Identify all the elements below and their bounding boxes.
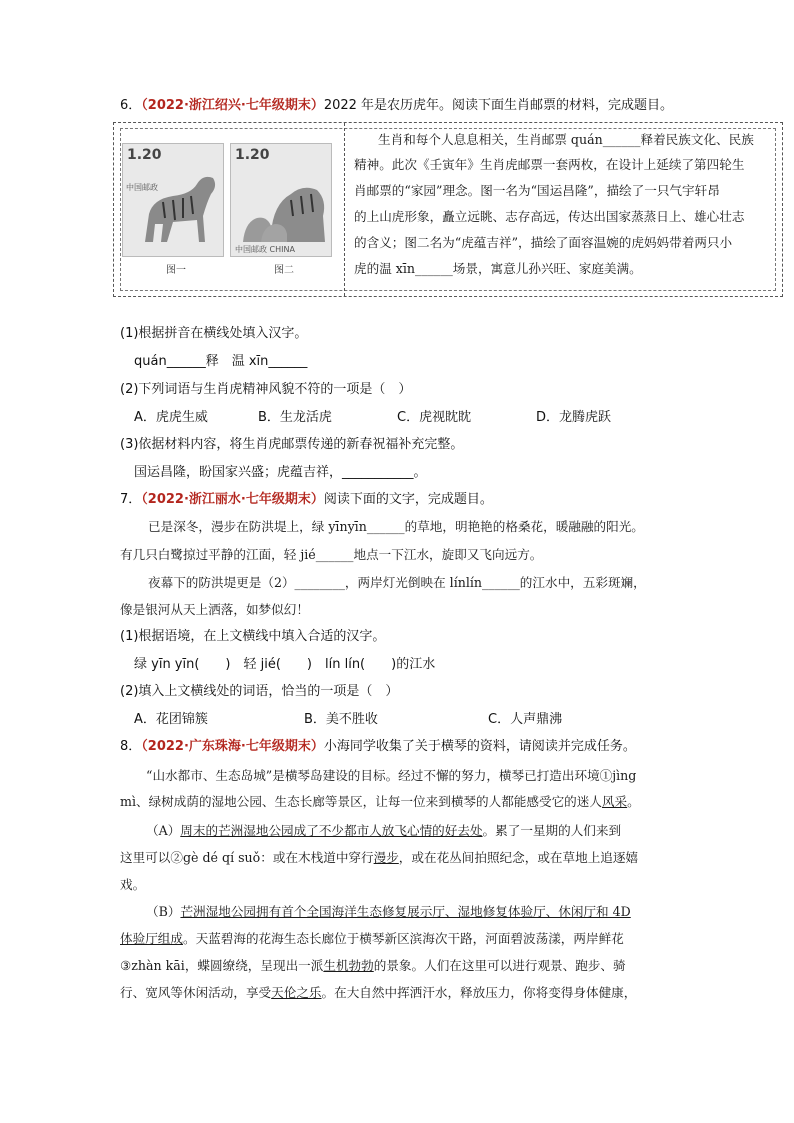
q8-pB-line-3	[120, 956, 626, 976]
q8-number: 8．	[120, 739, 142, 754]
q7-option-a: A．花团锦簇	[134, 712, 208, 727]
q7-source: （2022·浙江丽水·七年级期末）	[141, 492, 324, 507]
q6-passage-line: 生肖和每个人息息相关，生肖邮票 quán______释着民族文化、民族	[378, 132, 754, 147]
q6-passage-line: 虎的温 xīn______场景，寓意儿孙兴旺、家庭美满。	[354, 261, 642, 276]
q8-p1-line: “山水都市、生态岛城”是横琴岛建设的目标。经过不懈的努力，横琴已打造出环境①jìng	[146, 768, 637, 783]
stamp-1-country: 中国邮政	[126, 183, 158, 192]
q7-sub1-answer: 绿 yīn yīn( ) 轻 jié( ) lín lín( )的江水	[134, 657, 436, 672]
stamp-1-price: 1.20	[127, 147, 162, 163]
q7-passage-line: 像是银河从天上洒落，如梦似幻！	[120, 602, 309, 617]
q7-number: 7．	[120, 492, 142, 507]
q8-pB-text-3a: ③zhàn kāi，蝶圆缭绕，呈现出一派	[120, 958, 324, 973]
q8-pA-underlined: 周末的芒洲湿地公园成了不少都市人放飞心情的好去处	[180, 823, 483, 838]
q8-pB-line-2	[120, 929, 624, 949]
stamp-2-country: 中国邮政 CHINA	[235, 245, 295, 254]
q7-option-c: C．人声鼎沸	[488, 712, 563, 727]
q7-passage-line: 已是深冬，漫步在防洪堤上，绿 yīnyīn______的草地，明艳艳的格桑花，暖融融的阳光。	[148, 519, 644, 534]
q7-passage-line: 有几只白鹭掠过平静的江面，轻 jié______地点一下江水，旋即又飞向远方。	[120, 547, 543, 562]
q8-pB-underlined-3: 生机勃勃	[323, 958, 374, 973]
q8-p1-underlined: 风采	[601, 794, 628, 809]
q6-option-b: B．生龙活虎	[258, 410, 332, 425]
q6-source: （2022·浙江绍兴·七年级期末）	[141, 98, 324, 113]
q6-sub1: (1)根据拼音在横线处填入汉字。	[120, 326, 308, 341]
stamp-2-caption: 图二	[274, 265, 294, 276]
stamp-1-caption: 图一	[166, 265, 186, 276]
q8-source: （2022·广东珠海·七年级期末）	[141, 739, 324, 754]
q8-header	[120, 737, 636, 757]
q8-pB-label: （B）	[146, 904, 181, 919]
q8-pB-underlined-2: 体验厅组成	[120, 931, 183, 946]
q7-option-b: B．美不胜收	[304, 712, 378, 727]
q6-passage-line: 肖邮票的“家园”理念。图一名为“国运昌隆”，描绘了一只气宇轩昂	[354, 183, 720, 198]
q6-number: 6．	[120, 98, 142, 113]
q6-option-a: A．虎虎生威	[134, 410, 208, 425]
q8-pA-text-2: ，或在花丛间拍照纪念，或在草地上追逐嬉	[398, 850, 639, 865]
q8-pB-line-1	[146, 902, 631, 922]
q6-sub2: (2)下列词语与生肖虎精神风貌不符的一项是（ ）	[120, 382, 412, 397]
q8-p1-end: 。	[627, 794, 640, 809]
q7-sub2: (2)填入上文横线处的词语，恰当的一项是（ ）	[120, 684, 399, 699]
q8-pB-line-4	[120, 983, 636, 1003]
q8-pB-text: 。天蓝碧海的花海生态长廊位于横琴新区滨海次干路，河面碧波荡漾，两岸鲜花	[182, 931, 624, 946]
q7-header	[120, 490, 493, 510]
q6-box-divider	[344, 123, 345, 296]
q6-sub3-answer: 国运昌隆，盼国家兴盛；虎蕴吉祥，___________。	[134, 465, 427, 480]
q8-prompt: 小海同学收集了关于横琴的资料，请阅读并完成任务。	[323, 739, 636, 754]
q8-pB-text-4b: 。在大自然中挥洒汗水，释放压力，你将变得身体健康，	[321, 985, 637, 1000]
q7-passage-line: 夜幕下的防洪堤更是（2）________，两岸灯光倒映在 línlín______的江水中，五彩斑斓，	[148, 575, 646, 590]
tiger-mother-cubs-illustration	[231, 144, 331, 256]
q6-option-d: D．龙腾虎跃	[536, 410, 612, 425]
stamp-image-2	[230, 143, 332, 257]
q8-p1-line-2	[120, 792, 640, 812]
q8-pA-line-1	[146, 821, 621, 841]
stamp-image-1	[122, 143, 224, 257]
stamp-2-price: 1.20	[235, 147, 270, 163]
q8-pA-line-3: 戏。	[120, 877, 146, 892]
q6-material-box	[113, 122, 783, 297]
q6-sub1-answer: quán______释 温 xīn______	[134, 354, 308, 369]
q6-passage-line: 的含义；图二名为“虎蕴吉祥”，描绘了面容温婉的虎妈妈带着两只小	[354, 235, 733, 250]
q6-passage-line: 精神。此次《壬寅年》生肖虎邮票一套两枚，在设计上延续了第四轮生	[354, 157, 745, 172]
q8-p1-text: mì、绿树成荫的湿地公园、生态长廊等景区，让每一位来到横琴的人都能感受它的迷人	[120, 794, 602, 809]
q8-pA-text: 这里可以②gè dé qí suǒ：或在木栈道中穿行	[120, 850, 374, 865]
tiger-standing-illustration	[123, 144, 223, 256]
q7-prompt: 阅读下面的文字，完成题目。	[323, 492, 493, 507]
q8-pB-underlined-4: 天伦之乐	[271, 985, 322, 1000]
q7-sub1: (1)根据语境，在上文横线中填入合适的汉字。	[120, 629, 386, 644]
q8-pB-text-4a: 行、宽风等休闲活动，享受	[120, 985, 272, 1000]
q8-pA-line-2	[120, 848, 638, 868]
q8-pA-underlined-2: 漫步	[373, 850, 399, 865]
q6-option-c: C．虎视眈眈	[397, 410, 472, 425]
q8-pB-text-3b: 的景象。人们在这里可以进行观景、跑步、骑	[373, 958, 626, 973]
q6-header	[120, 96, 673, 116]
q8-pA-rest: 。累了一星期的人们来到	[482, 823, 622, 838]
q6-passage-line: 的上山虎形象，矗立远眺、志存高远，传达出国家蒸蒸日上、雄心壮志	[354, 209, 745, 224]
q6-prompt: 2022 年是农历虎年。阅读下面生肖邮票的材料，完成题目。	[323, 98, 674, 113]
q8-pB-underlined: 芒洲湿地公园拥有首个全国海洋生态修复展示厅、湿地修复体验厅、休闲厅和 4D	[180, 904, 631, 919]
q6-sub3: (3)依据材料内容，将生肖虎邮票传递的新春祝福补充完整。	[120, 437, 464, 452]
q8-pA-label: （A）	[146, 823, 181, 838]
